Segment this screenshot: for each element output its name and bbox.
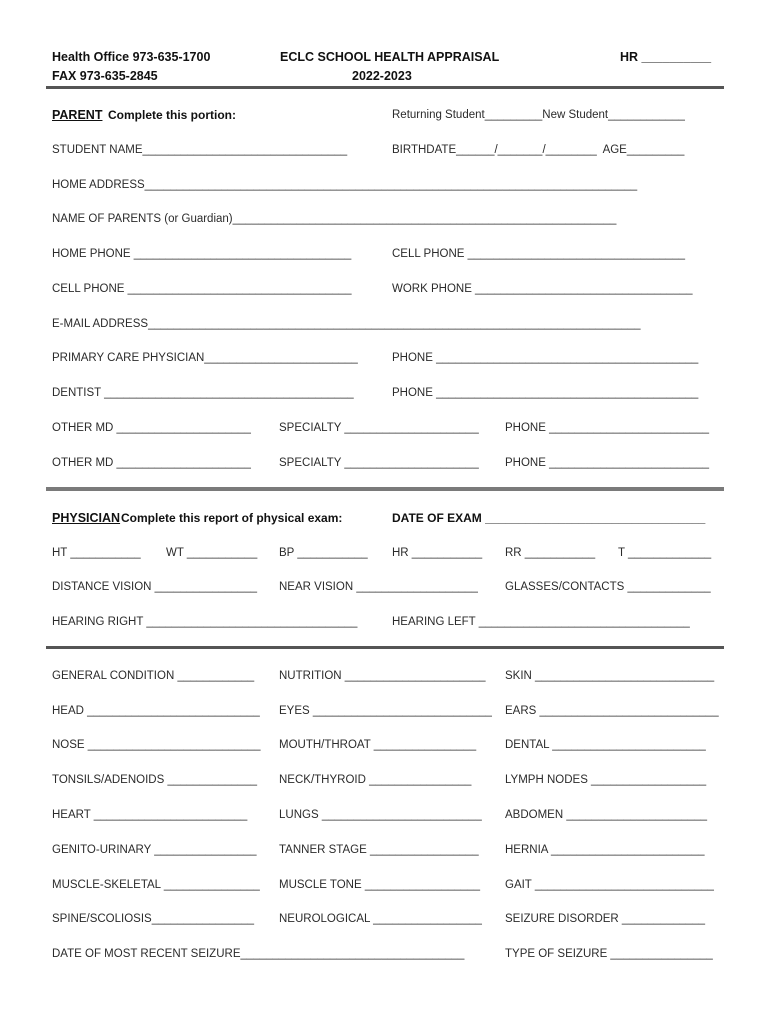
- specialty-field-2[interactable]: SPECIALTY _____________________: [279, 457, 479, 469]
- other-md-field-1[interactable]: OTHER MD _____________________: [52, 422, 251, 434]
- home-address-field[interactable]: HOME ADDRESS_____________________________________________________________________________: [52, 179, 638, 191]
- head-field[interactable]: HEAD ___________________________: [52, 705, 260, 717]
- cell-phone-field-left[interactable]: CELL PHONE ___________________________________: [52, 283, 352, 295]
- glasses-contacts-field[interactable]: GLASSES/CONTACTS _____________: [505, 581, 711, 593]
- school-year: 2022-2023: [352, 69, 412, 83]
- distance-vision-field[interactable]: DISTANCE VISION ________________: [52, 581, 257, 593]
- weight-field[interactable]: WT ___________: [166, 547, 258, 559]
- respiratory-rate-field[interactable]: RR ___________: [505, 547, 596, 559]
- physician-phone-field[interactable]: PHONE _________________________________________: [392, 352, 699, 364]
- other-md-phone-field-2[interactable]: PHONE _________________________: [505, 457, 709, 469]
- recent-seizure-date-field[interactable]: DATE OF MOST RECENT SEIZURE___________________________________: [52, 948, 465, 960]
- fax-number: FAX 973-635-2845: [52, 69, 158, 83]
- abdomen-field[interactable]: ABDOMEN ______________________: [505, 809, 708, 821]
- health-office-phone: Health Office 973-635-1700: [52, 50, 211, 64]
- gait-field[interactable]: GAIT ____________________________: [505, 879, 714, 891]
- specialty-field-1[interactable]: SPECIALTY _____________________: [279, 422, 479, 434]
- date-of-exam-field[interactable]: DATE OF EXAM _________________________________: [392, 511, 706, 525]
- muscle-tone-field[interactable]: MUSCLE TONE __________________: [279, 879, 480, 891]
- seizure-type-field[interactable]: TYPE OF SEIZURE ________________: [505, 948, 713, 960]
- nutrition-field[interactable]: NUTRITION ______________________: [279, 670, 486, 682]
- mouth-throat-field[interactable]: MOUTH/THROAT ________________: [279, 739, 477, 751]
- birthdate-age-field[interactable]: BIRTHDATE______/_______/________ AGE_________: [392, 144, 685, 156]
- skin-field[interactable]: SKIN ____________________________: [505, 670, 715, 682]
- tanner-stage-field[interactable]: TANNER STAGE _________________: [279, 844, 479, 856]
- physician-instruction: Complete this report of physical exam:: [121, 511, 343, 525]
- eyes-field[interactable]: EYES ____________________________: [279, 705, 492, 717]
- home-phone-field[interactable]: HOME PHONE __________________________________: [52, 248, 352, 260]
- neck-thyroid-field[interactable]: NECK/THYROID ________________: [279, 774, 472, 786]
- seizure-disorder-field[interactable]: SEIZURE DISORDER _____________: [505, 913, 706, 925]
- hernia-field[interactable]: HERNIA ________________________: [505, 844, 705, 856]
- primary-physician-field[interactable]: PRIMARY CARE PHYSICIAN________________________: [52, 352, 358, 364]
- tonsils-adenoids-field[interactable]: TONSILS/ADENOIDS ______________: [52, 774, 257, 786]
- email-field[interactable]: E-MAIL ADDRESS_____________________________________________________________________________: [52, 318, 641, 330]
- hearing-left-field[interactable]: HEARING LEFT _________________________________: [392, 616, 690, 628]
- heart-rate-field[interactable]: HR ___________: [392, 547, 483, 559]
- parent-label: PARENT: [52, 108, 103, 122]
- other-md-phone-field-1[interactable]: PHONE _________________________: [505, 422, 709, 434]
- hearing-right-field[interactable]: HEARING RIGHT _________________________________: [52, 616, 358, 628]
- heart-field[interactable]: HEART ________________________: [52, 809, 248, 821]
- near-vision-field[interactable]: NEAR VISION ___________________: [279, 581, 478, 593]
- muscle-skeletal-field[interactable]: MUSCLE-SKELETAL _______________: [52, 879, 260, 891]
- cell-phone-field-right[interactable]: CELL PHONE __________________________________: [392, 248, 686, 260]
- nose-field[interactable]: NOSE ___________________________: [52, 739, 261, 751]
- temperature-field[interactable]: T _____________: [618, 547, 712, 559]
- student-name-field[interactable]: STUDENT NAME________________________________: [52, 144, 348, 156]
- genito-urinary-field[interactable]: GENITO-URINARY ________________: [52, 844, 257, 856]
- ears-field[interactable]: EARS ____________________________: [505, 705, 719, 717]
- parent-instruction: Complete this portion:: [108, 108, 236, 122]
- lungs-field[interactable]: LUNGS _________________________: [279, 809, 482, 821]
- height-field[interactable]: HT ___________: [52, 547, 141, 559]
- physician-label: PHYSICIAN: [52, 511, 121, 525]
- section-divider: [46, 487, 724, 491]
- dental-field[interactable]: DENTAL ________________________: [505, 739, 706, 751]
- exam-divider: [46, 646, 724, 649]
- other-md-field-2[interactable]: OTHER MD _____________________: [52, 457, 251, 469]
- form-title: ECLC SCHOOL HEALTH APPRAISAL: [280, 50, 500, 64]
- dentist-phone-field[interactable]: PHONE _________________________________________: [392, 387, 699, 399]
- hr-field[interactable]: HR __________: [620, 50, 712, 64]
- lymph-nodes-field[interactable]: LYMPH NODES __________________: [505, 774, 707, 786]
- blood-pressure-field[interactable]: BP ___________: [279, 547, 368, 559]
- work-phone-field[interactable]: WORK PHONE __________________________________: [392, 283, 693, 295]
- parents-name-field[interactable]: NAME OF PARENTS (or Guardian)____________________________________________________________: [52, 213, 617, 225]
- neurological-field[interactable]: NEUROLOGICAL _________________: [279, 913, 482, 925]
- spine-scoliosis-field[interactable]: SPINE/SCOLIOSIS________________: [52, 913, 255, 925]
- dentist-field[interactable]: DENTIST _______________________________________: [52, 387, 354, 399]
- general-condition-field[interactable]: GENERAL CONDITION ____________: [52, 670, 255, 682]
- student-type-field[interactable]: Returning Student_________New Student____________: [392, 109, 685, 121]
- header-divider: [46, 86, 724, 89]
